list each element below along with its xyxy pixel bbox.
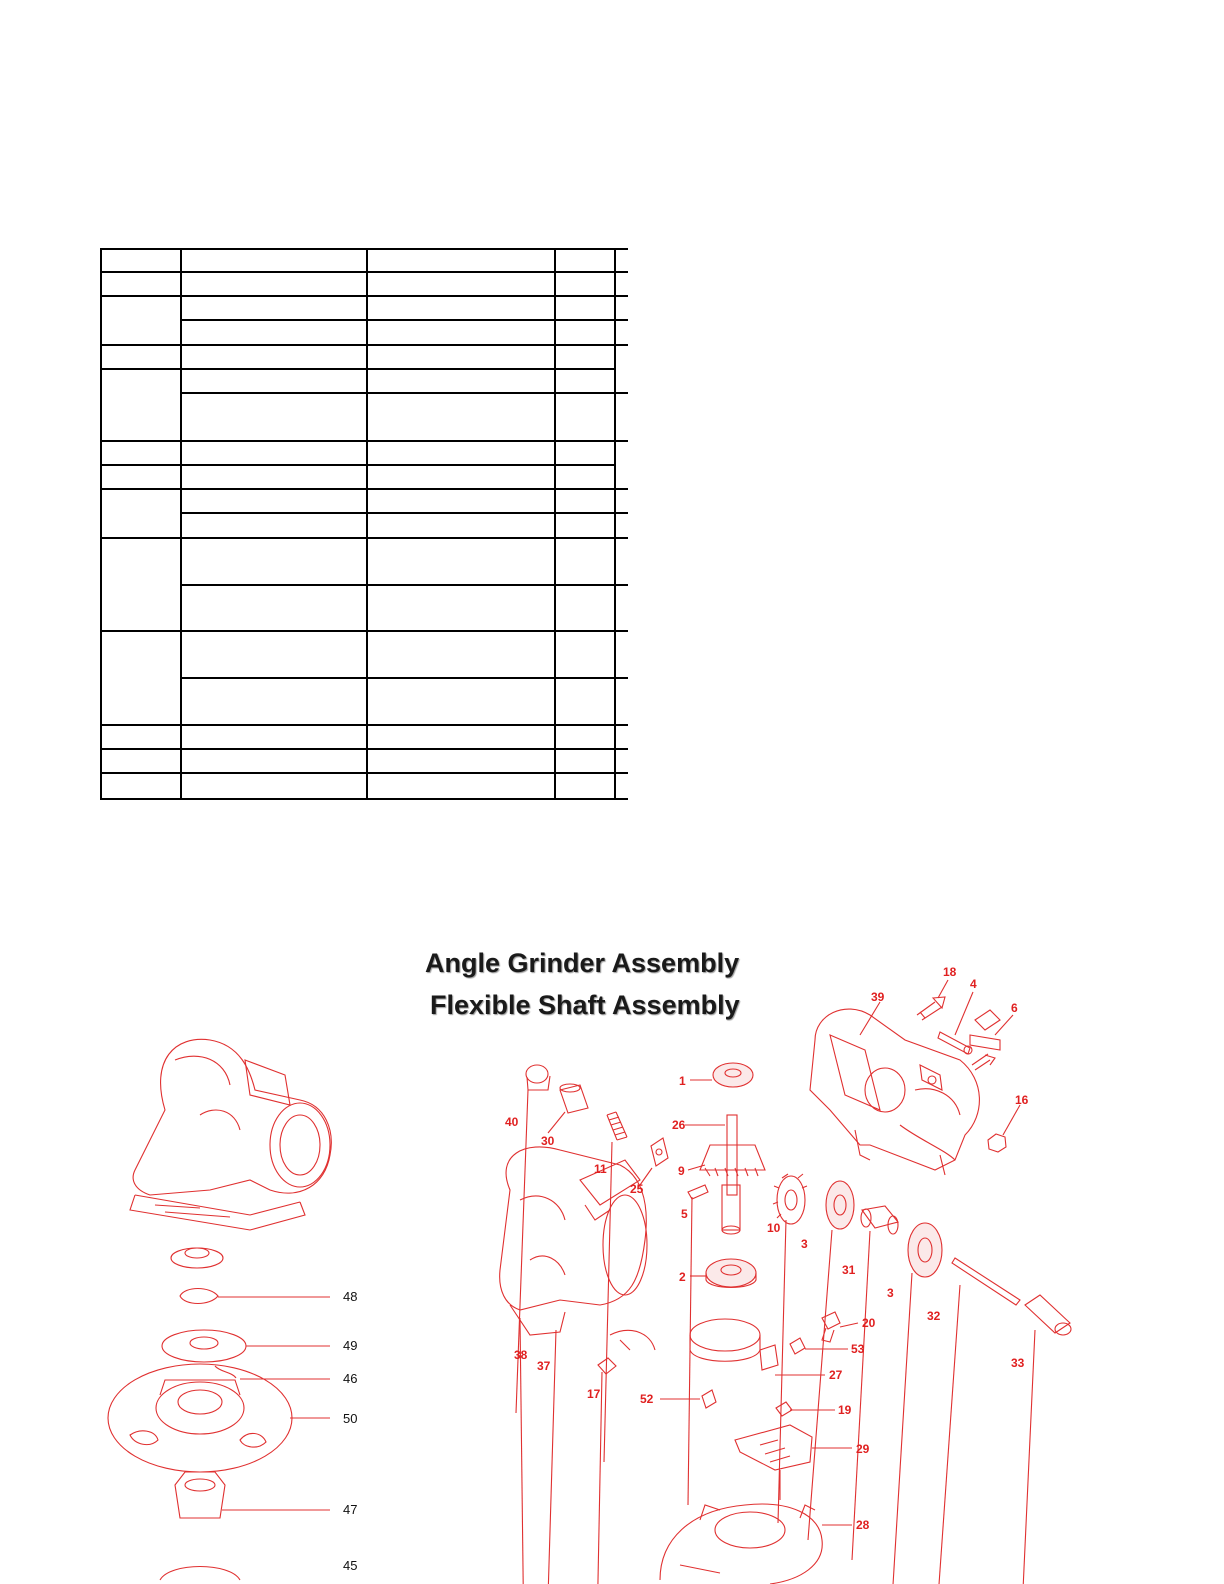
disc-49-illustration xyxy=(162,1330,330,1362)
callout-50: 50 xyxy=(343,1411,358,1426)
backing-pad-50-illustration xyxy=(108,1364,330,1472)
callout-38: 38 xyxy=(514,1348,528,1362)
flange-washer-illustration xyxy=(171,1248,223,1268)
callout-3b: 3 xyxy=(887,1286,894,1300)
pin-30-illustration xyxy=(560,1084,588,1113)
nut-19-illustration xyxy=(776,1402,792,1416)
lock-ring-48-illustration xyxy=(180,1289,330,1304)
nut-47-illustration xyxy=(175,1472,330,1518)
callout-31: 31 xyxy=(842,1263,856,1277)
callout-18: 18 xyxy=(943,965,957,979)
callout-25: 25 xyxy=(630,1182,644,1196)
exploded-parts-diagram xyxy=(0,940,1224,1584)
plate-25-illustration xyxy=(651,1138,668,1166)
part-45-illustration xyxy=(160,1567,240,1581)
bearing-2-illustration xyxy=(706,1259,756,1288)
callout-11: 11 xyxy=(594,1162,607,1176)
callout-49: 49 xyxy=(343,1338,358,1353)
callout-39: 39 xyxy=(871,990,885,1004)
guard-28-illustration xyxy=(660,1504,822,1584)
screw-6-illustration xyxy=(970,1010,1000,1070)
callout-48: 48 xyxy=(343,1289,358,1304)
nut-53-illustration xyxy=(790,1338,805,1354)
callout-2: 2 xyxy=(679,1270,686,1284)
callout-52: 52 xyxy=(640,1392,654,1406)
gear-housing-39-illustration xyxy=(810,1009,979,1175)
pin-5-illustration xyxy=(688,1185,708,1199)
callout-16: 16 xyxy=(1015,1093,1029,1107)
callout-40: 40 xyxy=(505,1115,519,1129)
callout-46: 46 xyxy=(343,1371,358,1386)
pinion-10-illustration xyxy=(773,1174,807,1224)
callout-1: 1 xyxy=(679,1074,686,1088)
callout-45: 45 xyxy=(343,1558,358,1573)
callout-4: 4 xyxy=(970,977,977,991)
bushing-40-illustration xyxy=(526,1065,550,1090)
bearing-3b-illustration xyxy=(908,1223,942,1277)
nut-16-illustration xyxy=(988,1134,1006,1152)
callout-28: 28 xyxy=(856,1518,870,1532)
callout-27: 27 xyxy=(829,1368,843,1382)
callout-47: 47 xyxy=(343,1502,358,1517)
shaft-32-illustration xyxy=(952,1258,1020,1305)
angle-grinder-head-illustration xyxy=(130,1039,331,1230)
bearing-3a-illustration xyxy=(826,1181,854,1229)
callout-33: 33 xyxy=(1011,1356,1025,1370)
callout-9: 9 xyxy=(678,1164,685,1178)
bevel-gear-9-illustration xyxy=(700,1115,765,1234)
sleeve-33-illustration xyxy=(1025,1295,1071,1335)
callout-29: 29 xyxy=(856,1442,870,1456)
clamp-27-illustration xyxy=(690,1319,778,1370)
coupling-31-illustration xyxy=(861,1206,898,1234)
callout-20: 20 xyxy=(862,1316,876,1330)
bracket-29-illustration xyxy=(735,1425,812,1500)
callout-32: 32 xyxy=(927,1309,941,1323)
diagram-title-angle-grinder: Angle Grinder Assembly xyxy=(425,948,740,978)
callout-10: 10 xyxy=(767,1221,781,1235)
diagram-title-flexible-shaft: Flexible Shaft Assembly xyxy=(430,990,740,1020)
callout-5: 5 xyxy=(681,1207,688,1221)
grinder-head-38-illustration xyxy=(500,1147,655,1350)
bearing-1-illustration xyxy=(713,1063,753,1087)
callout-17: 17 xyxy=(587,1387,601,1401)
pin-4-illustration xyxy=(938,1032,972,1054)
callout-leaders xyxy=(516,980,1035,1584)
callout-3a: 3 xyxy=(801,1237,808,1251)
screw-18-illustration xyxy=(917,997,945,1020)
callout-53: 53 xyxy=(851,1342,865,1356)
parts-table-grid xyxy=(100,248,628,800)
callout-6: 6 xyxy=(1011,1001,1018,1015)
callout-19: 19 xyxy=(838,1403,852,1417)
nut-52-illustration xyxy=(702,1390,716,1408)
callout-37: 37 xyxy=(537,1359,551,1373)
callout-26: 26 xyxy=(672,1118,686,1132)
callout-30: 30 xyxy=(541,1134,555,1148)
spring-11-illustration xyxy=(607,1112,627,1140)
parts-table xyxy=(100,248,628,800)
